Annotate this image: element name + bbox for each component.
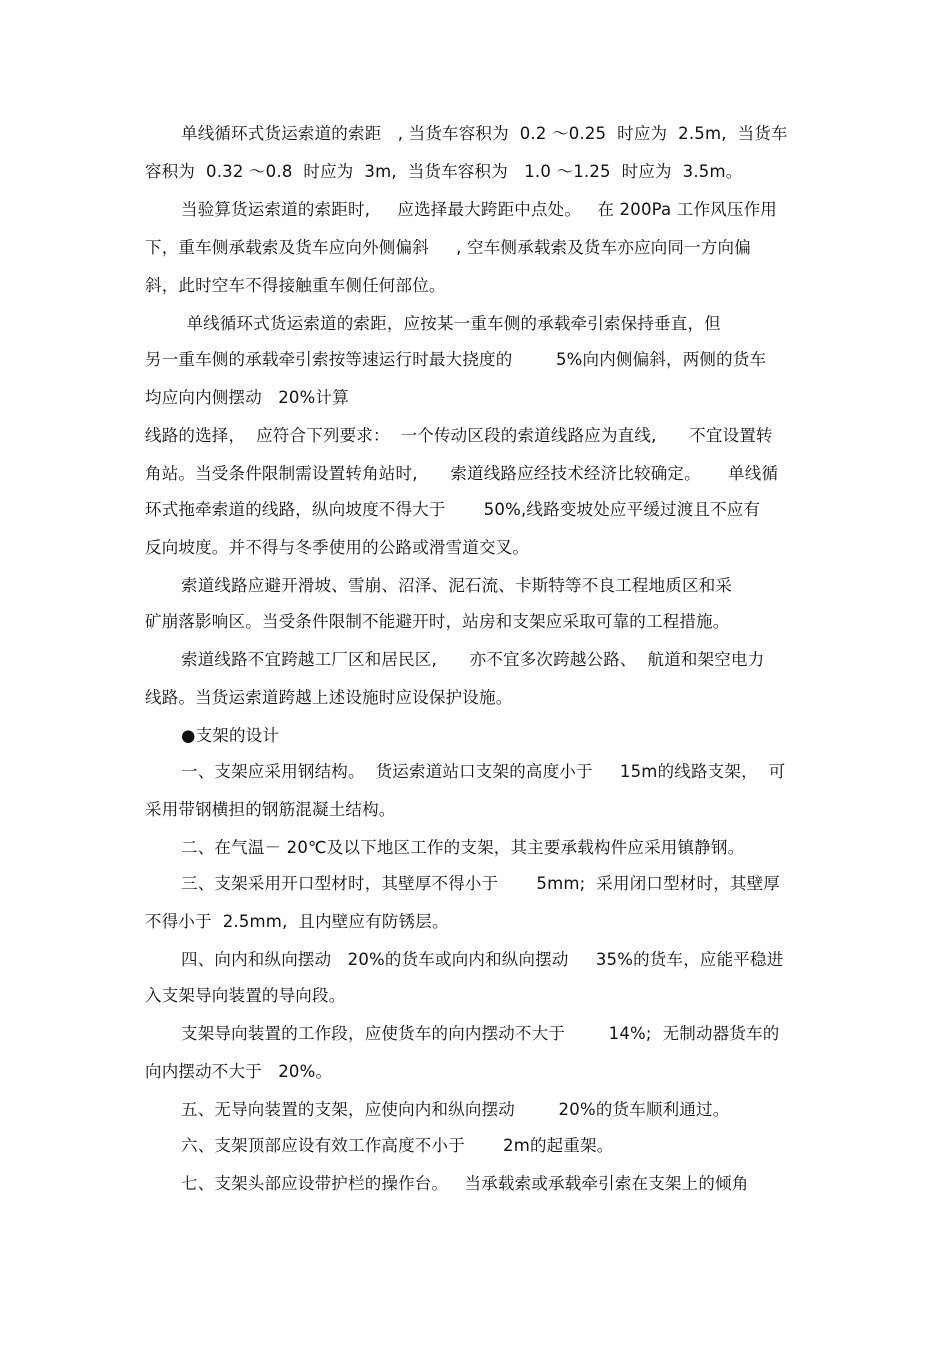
text-line: 单线循环式货运索道的索距 , 当货车容积为 0.2 ～0.25 时应为 2.5m, 当货车 [181, 124, 788, 143]
text-line: 下，重车侧承载索及货车应向外侧偏斜 , 空车侧承载索及货车亦应向同一方向偏 [145, 238, 751, 257]
text-line: 角站。当受条件限制需设置转角站时, 索道线路应经技术经济比较确定。 单线循 [145, 464, 779, 483]
text-line: 三、支架采用开口型材时，其壁厚不得小于 5mm; 采用闭口型材时，其壁厚 [181, 874, 781, 893]
text-line: 四、向内和纵向摆动 20%的货车或向内和纵向摆动 35%的货车，应能平稳进 [181, 950, 784, 969]
text-line: 均应向内侧摆动 20%计算 [145, 388, 349, 407]
text-line: 容积为 0.32 ～0.8 时应为 3m, 当货车容积为 1.0 ～1.25 时应为 3.5m。 [145, 162, 743, 181]
text-line: 当验算货运索道的索距时, 应选择最大跨距中点处。 在 200Pa 工作风压作用 [181, 200, 778, 219]
section-heading: ●支架的设计 [181, 726, 280, 745]
text-line: 线路的选择， 应符合下列要求： 一个传动区段的索道线路应为直线, 不宜设置转 [145, 426, 773, 445]
text-line: 索道线路不宜跨越工厂区和居民区, 亦不宜多次跨越公路、 航道和架空电力 [181, 650, 765, 669]
text-line: 向内摆动不大于 20%。 [145, 1062, 333, 1081]
text-line: 单线循环式货运索道的索距，应按某一重车侧的承载牵引索保持垂直，但 [181, 314, 721, 333]
text-line: 一、支架应采用钢结构。 货运索道站口支架的高度小于 15m的线路支架， 可 [181, 762, 786, 781]
text-line: 矿崩落影响区。当受条件限制不能避开时，站房和支架应采取可靠的工程措施。 [145, 612, 730, 631]
text-line: 七、支架头部应设带护栏的操作台。 当承载索或承载牵引索在支架上的倾角 [181, 1174, 749, 1193]
text-line: 入支架导向装置的导向段。 [145, 986, 346, 1005]
text-line: 不得小于 2.5mm, 且内壁应有防锈层。 [145, 912, 449, 931]
text-line: 环式拖牵索道的线路，纵向坡度不得大于 50%,线路变坡处应平缓过渡且不应有 [145, 500, 761, 519]
text-line: 五、无导向装置的支架，应使向内和纵向摆动 20%的货车顺利通过。 [181, 1100, 730, 1119]
text-line: 支架导向装置的工作段，应使货车的向内摆动不大于 14%; 无制动器货车的 [181, 1024, 780, 1043]
text-line: 另一重车侧的承载牵引索按等速运行时最大挠度的 5%向内侧偏斜，两侧的货车 [145, 350, 767, 369]
text-line: 采用带钢横担的钢筋混凝土结构。 [145, 800, 396, 819]
text-line: 线路。当货运索道跨越上述设施时应设保护设施。 [145, 688, 513, 707]
text-line: 反向坡度。并不得与冬季使用的公路或滑雪道交叉。 [145, 538, 530, 557]
text-line: 六、支架顶部应设有效工作高度不小于 2m的起重架。 [181, 1136, 614, 1155]
text-line: 二、在气温－ 20℃及以下地区工作的支架，其主要承载构件应采用镇静钢。 [181, 838, 745, 857]
text-line: 索道线路应避开滑坡、雪崩、沼泽、泥石流、卡斯特等不良工程地质区和采 [181, 576, 733, 595]
text-line: 斜，此时空车不得接触重车侧任何部位。 [145, 276, 446, 295]
